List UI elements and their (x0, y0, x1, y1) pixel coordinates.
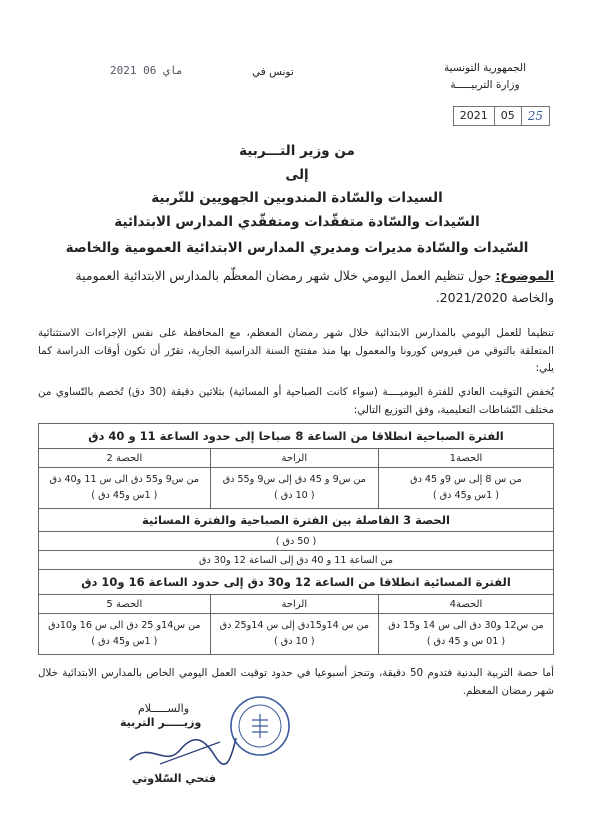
subject-label: الموضوع: (495, 268, 554, 283)
closing-salutation: والســـــلام (138, 702, 190, 715)
signatory-title: وزيـــــر التربية (120, 716, 202, 729)
break-title: الحصة 3 الفاصلة بين الفترة الصباحية والفترة المسائية (39, 509, 554, 532)
slot-duration: ( 10 دق ) (274, 490, 315, 501)
break-duration: ( 50 دق ) (39, 532, 554, 551)
signatory-name: فتحي السّلاوتي (132, 772, 217, 785)
evening-slot-label: الراحة (210, 595, 378, 614)
evening-slot-cell (378, 614, 553, 655)
slot-duration: ( 01 س و 45 دق ) (426, 636, 506, 647)
reference-date (453, 106, 550, 126)
handwritten-signature (120, 730, 240, 770)
city-line: تونس في (252, 66, 294, 78)
slot-duration: ( 1س و45 دق ) (91, 490, 158, 501)
subject (34, 265, 554, 309)
evening-slot-label: الحصة4 (378, 595, 553, 614)
slot-time: من س 14و15دق إلى س 14و25 دق (219, 620, 369, 631)
evening-slot-cell (39, 614, 211, 655)
date-day: 25 (521, 107, 549, 125)
subject-text: حول تنظيم العمل اليومي خلال شهر رمضان المعظّم بالمدارس الابتدائية العمومية والخاصة 2021/2020. (75, 268, 554, 305)
morning-slot-label: الحصة 2 (39, 449, 211, 468)
paragraph-reduction: يُخفض التوقيت العادي للفترة اليوميــــة (سواء كانت الصباحية أو المسائية) بثلاثين دقيقة (30 دق) تُخصم بالتّساوي من مختلف النّشاطات التعليمية، وفق التوزيع التالي: (38, 386, 554, 416)
date-month: 05 (494, 107, 521, 125)
morning-slot-label: الحصة1 (378, 449, 553, 468)
slot-time: من س14و 25 دق الى س 16 و10دق (48, 620, 201, 631)
slot-time: من س 8 إلى س 9و 45 دق (410, 474, 522, 485)
timetable (38, 423, 554, 655)
stamp-date: 2021 ماي 06 (110, 64, 183, 77)
slot-duration: ( 1س و45 دق ) (432, 490, 500, 501)
slot-duration: ( 1س و45 دق ) (91, 636, 158, 647)
slot-time: من س12 و30 دق الى س 14 و15 دق (388, 620, 544, 631)
break-time: من الساعة 11 و 40 دق إلى الساعة 12 و30 دق (39, 551, 554, 570)
paragraph-intro: تنظيما للعمل اليومي بالمدارس الابتدائية خلال شهر رمضان المعظم، مع المحافظة على نفس الإجراءات الاستثنائية المتعلقة بالتوقي من فيروس كورونا والمعمول بها منذ مفتتح السنة الدراسية الجارية، تقرّر أن تكون أوقات الدراسة كما يلي: (38, 327, 554, 374)
slot-time: من س9 و 45 دق إلى س9 و55 دق (222, 474, 366, 485)
morning-slot-cell (378, 468, 553, 509)
slot-duration: ( 10 دق ) (274, 636, 315, 647)
slot-time: من س9 و55 دق الى س 11 و40 دق (49, 474, 199, 485)
evening-title: الفترة المسائية انطلاقا من الساعة 12 و30 دق إلى حدود الساعة 16 و10 دق (39, 570, 554, 595)
official-seal-icon (228, 694, 292, 758)
paragraph-pe: أما حصة التربية البدنية فتدوم 50 دقيقة، وتنجز أسبوعيا في حدود توقيت العمل اليومي الخاص بالمدارس الابتدائية خلال شهر رمضان المعظم. (38, 667, 554, 697)
evening-slot-cell (210, 614, 378, 655)
recipient-1: السيدات والسّادة المندوبين الجهويين للتّربية (151, 190, 443, 206)
morning-slot-cell (210, 468, 378, 509)
morning-title: الفترة الصباحية انطلاقا من الساعة 8 صباحا إلى حدود الساعة 11 و 40 دق (39, 424, 554, 449)
ministry-name: وزارة التربيـــــة (450, 79, 520, 91)
sender: من وزير التـــربية (239, 143, 355, 159)
to-label: إلى (285, 167, 309, 183)
recipient-2: السّيدات والسّادة متفقّدات ومتفقّدي المدارس الابتدائية (114, 214, 480, 230)
republic-name: الجمهورية التونسية (444, 62, 526, 74)
morning-slot-cell (39, 468, 211, 509)
evening-slot-label: الحصة 5 (39, 595, 211, 614)
recipient-3: السّيدات والسّادة مديرات ومديري المدارس الابتدائية العمومية والخاصة (65, 240, 529, 256)
letterhead (420, 60, 550, 94)
morning-slot-label: الراحة (210, 449, 378, 468)
date-year: 2021 (459, 109, 488, 122)
